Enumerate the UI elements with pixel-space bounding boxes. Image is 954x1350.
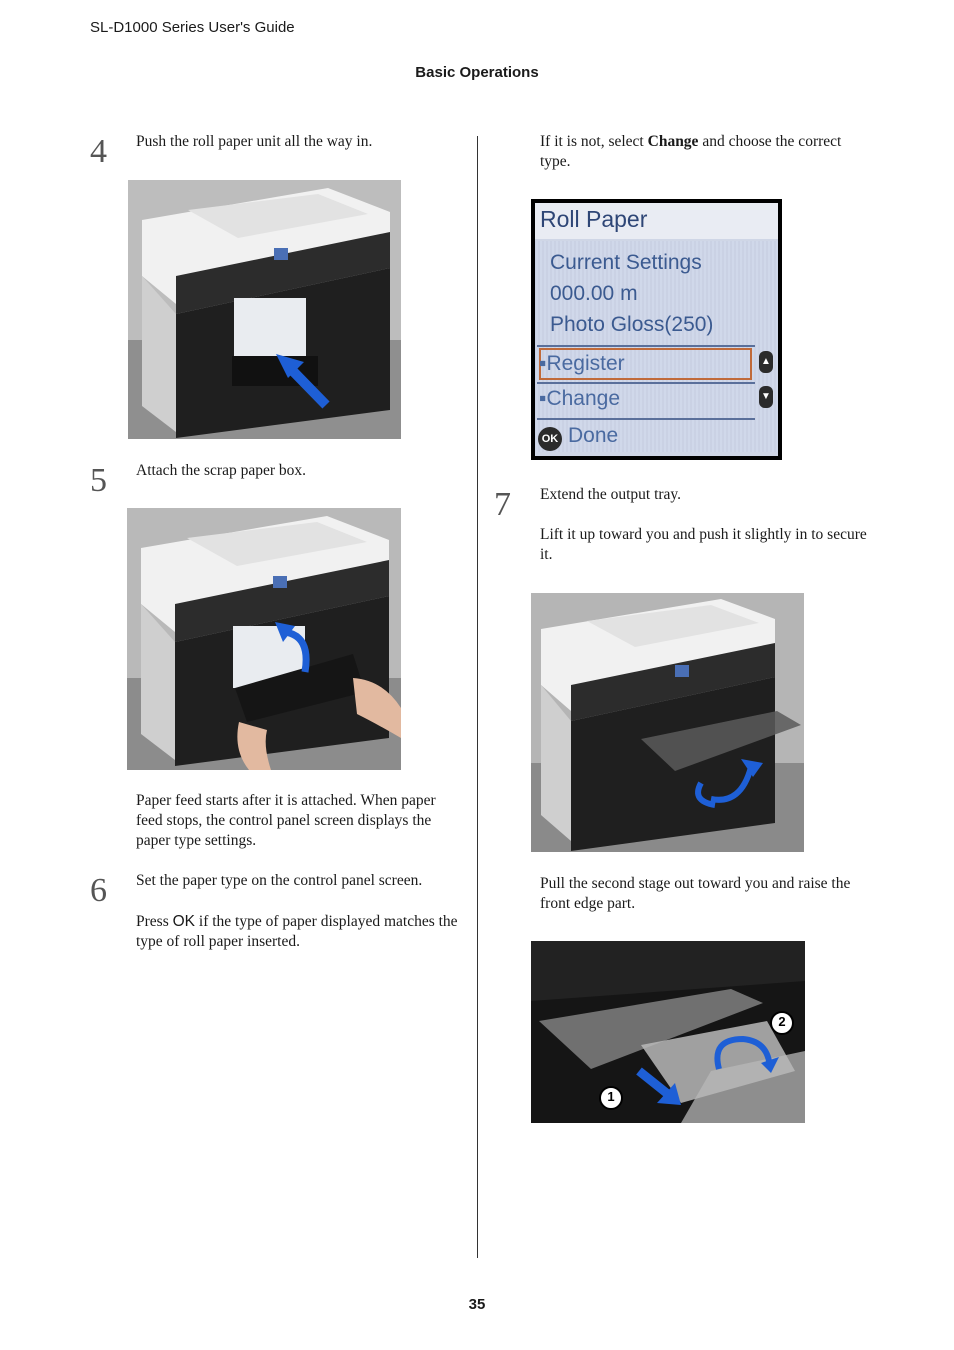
- lcd-up-arrow-icon: ▲: [759, 351, 773, 373]
- page-number: 35: [468, 1296, 486, 1313]
- lcd-header: [535, 203, 778, 239]
- step-5-note: Paper feed starts after it is attached. When paper feed stops, the control panel screen displays the paper type settings.: [136, 792, 436, 849]
- lcd-menu-change: ▪Change: [539, 387, 621, 410]
- step-7-lift-text: Lift it up toward you and push it slightly in to secure it.: [540, 526, 867, 563]
- step-number-7: 7: [494, 486, 511, 523]
- section-title: Basic Operations: [415, 64, 539, 81]
- step-number-6: 6: [90, 872, 107, 909]
- lcd-body: [535, 241, 778, 452]
- lcd-ok-icon: OK: [538, 427, 562, 451]
- photo-attach-scrap-box: [127, 508, 401, 770]
- step-4-text: Push the roll paper unit all the way in.: [136, 133, 373, 150]
- ok-key-label: OK: [172, 913, 196, 930]
- callout-2: 2: [778, 1014, 786, 1029]
- step-number-4: 4: [90, 133, 107, 170]
- photo-pull-second-stage: [531, 941, 805, 1123]
- step-7-pull-text: Pull the second stage out toward you and raise the front edge part.: [540, 875, 851, 912]
- lcd-separator: [537, 345, 755, 347]
- lcd-done-label: Done: [568, 424, 619, 447]
- lcd-screen-photo: [531, 199, 782, 460]
- lcd-line-paper-type: Photo Gloss(250): [550, 313, 714, 336]
- step-5-text: Attach the scrap paper box.: [136, 462, 307, 479]
- step-number-5: 5: [90, 462, 107, 499]
- callout-1: 1: [607, 1089, 615, 1104]
- column-divider: [477, 136, 478, 1258]
- change-keyword: Change: [647, 133, 699, 150]
- step-6-if-not: [540, 132, 870, 172]
- guide-title: SL-D1000 Series User's Guide: [90, 19, 295, 36]
- step-7-text: Extend the output tray.: [540, 486, 682, 503]
- lcd-separator: [537, 418, 755, 420]
- lcd-down-arrow-icon: ▼: [759, 386, 773, 408]
- lcd-line-length: 000.00 m: [550, 282, 638, 305]
- ifnot-pre: If it is not, select: [540, 133, 648, 150]
- lcd-separator: [537, 382, 755, 384]
- photo-push-roll-unit: [128, 180, 401, 439]
- lcd-menu-register: ▪Register: [539, 352, 625, 375]
- lcd-line-current-settings: Current Settings: [550, 251, 702, 274]
- lcd-title: Roll Paper: [540, 206, 648, 232]
- photo-extend-output-tray: [531, 593, 804, 852]
- ifnot-post: and choose the correct type.: [540, 133, 842, 170]
- press-post: if the type of paper displayed matches the type of roll paper inserted.: [136, 913, 458, 950]
- step-6-press-ok: [136, 912, 462, 952]
- press-pre: Press: [136, 913, 173, 930]
- step-6-text: Set the paper type on the control panel screen.: [136, 872, 423, 889]
